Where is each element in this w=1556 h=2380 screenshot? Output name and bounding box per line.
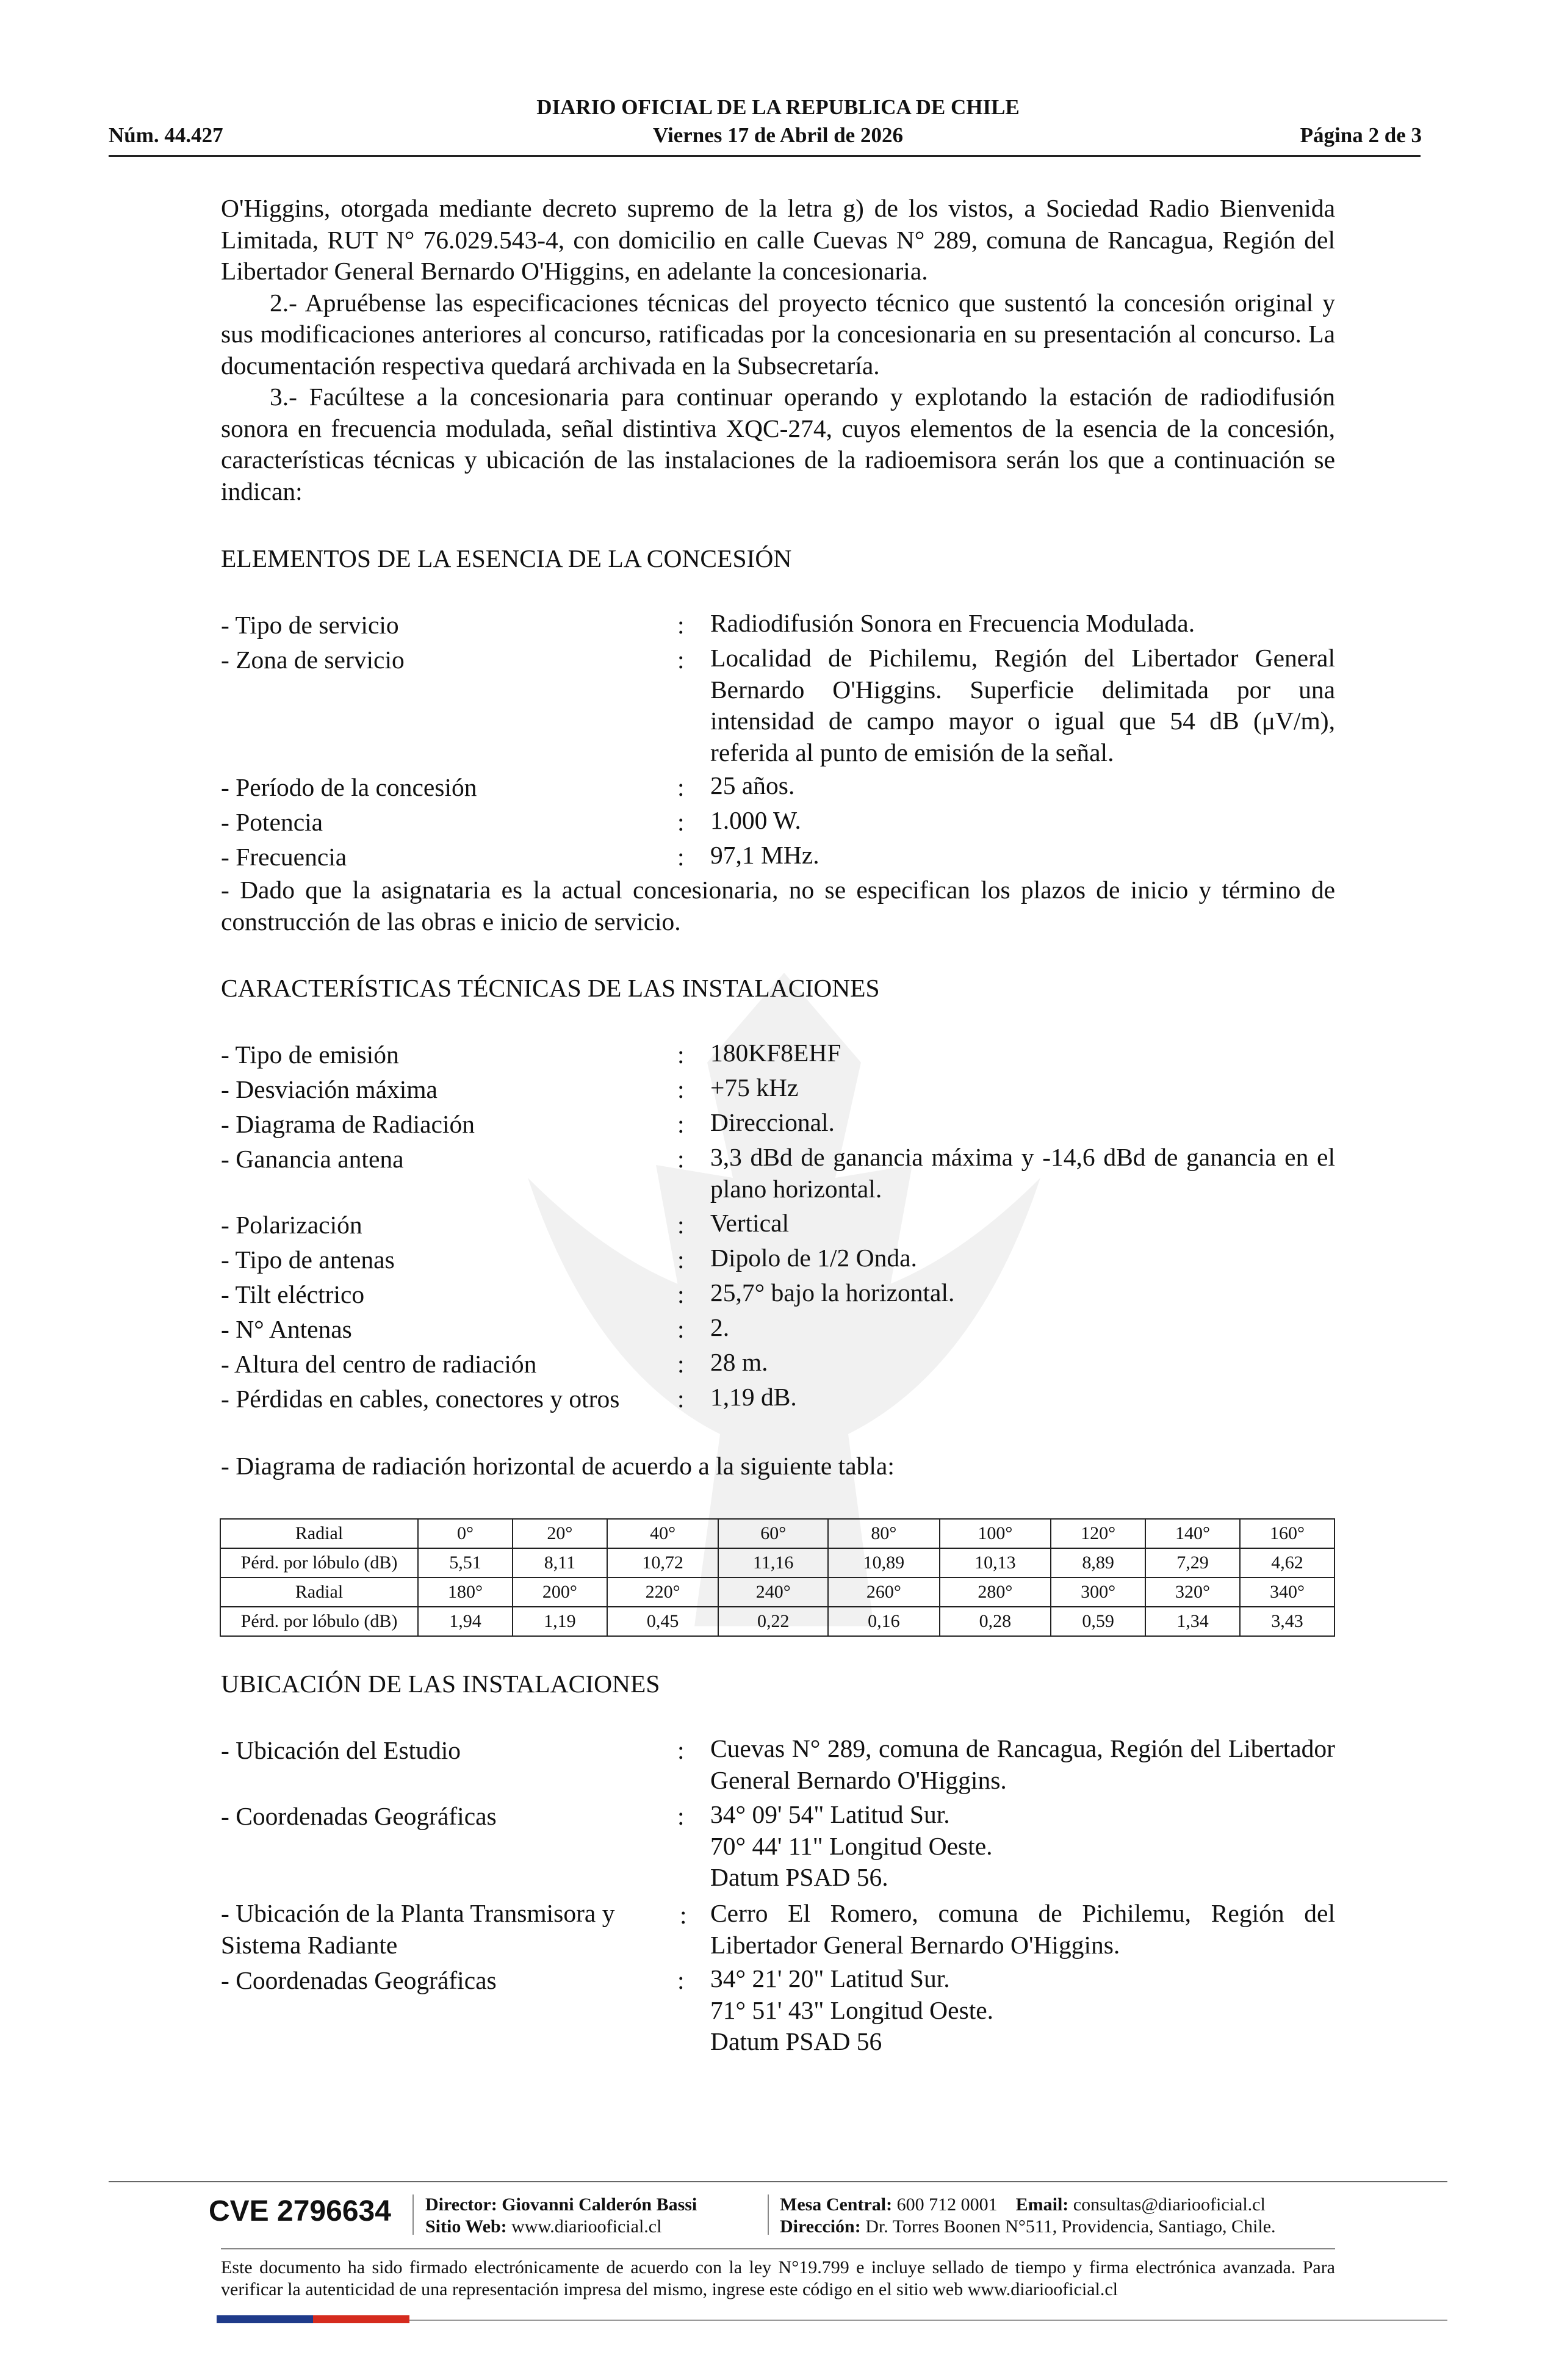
section-title-essence: ELEMENTOS DE LA ESENCIA DE LA CONCESIÓN xyxy=(221,544,792,572)
spec-value: Cerro El Romero, comuna de Pichilemu, Región del Libertador General Bernardo O'Higgins. xyxy=(710,1899,1335,1959)
latitude: 34° 09' 54" Latitud Sur. xyxy=(710,1800,950,1828)
spec-value: +75 kHz xyxy=(710,1073,799,1102)
table-cell: Radial xyxy=(220,1578,418,1607)
spec-value: Radiodifusión Sonora en Frecuencia Modulada. xyxy=(710,609,1195,637)
spec-label: - Tipo de servicio xyxy=(221,611,399,639)
footer-divider-2 xyxy=(221,2248,1335,2249)
table-cell: 7,29 xyxy=(1145,1548,1240,1578)
flag-stripe-blue xyxy=(217,2315,313,2323)
flag-stripe-red xyxy=(313,2315,409,2323)
table-cell: 80° xyxy=(828,1519,940,1548)
address-value: Dr. Torres Boonen N°511, Providencia, Santiago, Chile. xyxy=(865,2216,1276,2237)
spec-label: - Frecuencia xyxy=(221,843,347,871)
table-row xyxy=(220,1519,1334,1548)
spec-label: - Coordenadas Geográficas xyxy=(221,1966,497,1994)
table-cell: 0,16 xyxy=(828,1607,940,1636)
table-cell: 180° xyxy=(418,1578,513,1607)
spec-value: 1,19 dB. xyxy=(710,1383,797,1411)
spec-label: - Desviación máxima xyxy=(221,1075,438,1103)
longitude: 70° 44' 11" Longitud Oeste. xyxy=(710,1831,993,1860)
table-cell: 0,28 xyxy=(940,1607,1051,1636)
spec-value: 2. xyxy=(710,1313,730,1341)
intro-text xyxy=(221,193,1335,507)
table-cell: 220° xyxy=(607,1578,719,1607)
table-cell: 0,45 xyxy=(607,1607,719,1636)
spec-value: Vertical xyxy=(710,1209,790,1237)
table-cell: 280° xyxy=(940,1578,1051,1607)
plant-label-line-2: Sistema Radiante xyxy=(221,1930,398,1959)
spec-label: - Potencia xyxy=(221,808,323,836)
spec-label: - N° Antenas xyxy=(221,1315,352,1343)
table-cell: 40° xyxy=(607,1519,719,1548)
table-cell: 120° xyxy=(1051,1519,1145,1548)
diagram-intro: - Diagrama de radiación horizontal de acuerdo a la siguiente tabla: xyxy=(221,1452,895,1480)
table-cell: Pérd. por lóbulo (dB) xyxy=(220,1548,418,1578)
spec-label xyxy=(221,1898,614,1961)
director-name: Giovanni Calderón Bassi xyxy=(502,2194,697,2215)
datum: Datum PSAD 56 xyxy=(710,2027,882,2055)
coordinates-value xyxy=(710,1963,1335,2058)
datum: Datum PSAD 56. xyxy=(710,1863,888,1891)
longitude: 71° 51' 43" Longitud Oeste. xyxy=(710,1996,994,2024)
footer-director-block xyxy=(425,2194,697,2238)
latitude: 34° 21' 20" Latitud Sur. xyxy=(710,1964,950,1992)
table-cell: 60° xyxy=(718,1519,828,1548)
spec-label: - Tipo de antenas xyxy=(221,1246,395,1274)
section-title-location: UBICACIÓN DE LAS INSTALACIONES xyxy=(221,1670,660,1698)
table-cell: 140° xyxy=(1145,1519,1240,1548)
section-title-technical: CARACTERÍSTICAS TÉCNICAS DE LAS INSTALACIONES xyxy=(221,974,880,1002)
table-cell: 5,51 xyxy=(418,1548,513,1578)
flag-stripe-line xyxy=(409,2320,1447,2321)
spec-label: - Polarización xyxy=(221,1211,362,1239)
spec-label: - Ubicación del Estudio xyxy=(221,1736,461,1764)
table-row xyxy=(220,1578,1334,1607)
table-cell: 10,72 xyxy=(607,1548,719,1578)
director-label: Director: xyxy=(425,2194,497,2215)
email-label: Email: xyxy=(1015,2194,1069,2215)
phone-number: 600 712 0001 xyxy=(896,2194,998,2215)
site-link[interactable]: www.diariooficial.cl xyxy=(511,2216,662,2237)
table-cell: 160° xyxy=(1240,1519,1334,1548)
table-cell: 260° xyxy=(828,1578,940,1607)
table-cell: 1,94 xyxy=(418,1607,513,1636)
table-cell: Pérd. por lóbulo (dB) xyxy=(220,1607,418,1636)
spec-value: Direccional. xyxy=(710,1108,835,1136)
cve-code: CVE 2796634 xyxy=(209,2195,391,2227)
spec-label: - Período de la concesión xyxy=(221,773,477,801)
spec-label: - Zona de servicio xyxy=(221,646,405,674)
table-cell: 20° xyxy=(513,1519,607,1548)
issue-number: Núm. 44.427 xyxy=(109,123,223,147)
spec-value: Dipolo de 1/2 Onda. xyxy=(710,1244,917,1272)
spec-value: 180KF8EHF xyxy=(710,1039,841,1067)
spec-value: 25,7° bajo la horizontal. xyxy=(710,1278,955,1307)
table-cell: 300° xyxy=(1051,1578,1145,1607)
spec-label: - Coordenadas Geográficas xyxy=(221,1802,497,1830)
table-cell: 240° xyxy=(718,1578,828,1607)
spec-label: - Altura del centro de radiación xyxy=(221,1350,537,1378)
page-indicator: Página 2 de 3 xyxy=(1300,123,1422,147)
spec-value: 3,3 dBd de ganancia máxima y -14,6 dBd de ganancia en el plano horizontal. xyxy=(710,1143,1335,1203)
issue-date: Viernes 17 de Abril de 2026 xyxy=(653,123,903,147)
address-label: Dirección: xyxy=(780,2216,861,2237)
paragraph-2: 2.- Apruébense las especificaciones técnicas del proyecto técnico que sustentó la concesión original y sus modificaciones anteriores al concurso, ratificadas por la concesionaria en su presentación al concurso. La documentación respectiva quedará archivada en la Subsecretaría. xyxy=(221,288,1335,380)
plant-label-line-1: - Ubicación de la Planta Transmisora y xyxy=(221,1899,615,1927)
table-cell: 3,43 xyxy=(1240,1607,1334,1636)
table-cell: 0,22 xyxy=(718,1607,828,1636)
coordinates-value xyxy=(710,1799,1335,1894)
spec-value: 97,1 MHz. xyxy=(710,841,819,869)
table-cell: 340° xyxy=(1240,1578,1334,1607)
table-cell: 0° xyxy=(418,1519,513,1548)
table-cell: 4,62 xyxy=(1240,1548,1334,1578)
table-row xyxy=(220,1548,1334,1578)
essence-note: - Dado que la asignataria es la actual concesionaria, no se especifican los plazos de inicio y término de construcción de las obras e inicio de servicio. xyxy=(221,876,1335,936)
site-label: Sitio Web: xyxy=(425,2216,507,2237)
spec-value: Localidad de Pichilemu, Región del Libertador General Bernardo O'Higgins. Superficie delimitada por una intensidad de campo mayor o igual que 54 dB (μV/m), referida al punto de emisión de la señal. xyxy=(710,644,1335,766)
table-cell: 10,13 xyxy=(940,1548,1051,1578)
paragraph-3: 3.- Facúltese a la concesionaria para continuar operando y explotando la estación de radiodifusión sonora en frecuencia modulada, señal distintiva XQC-274, cuyos elementos de la esencia de la concesión, características técnicas y ubicación de las instalaciones de la radioemisora serán los que a continuación se indican: xyxy=(221,383,1335,505)
table-cell: 100° xyxy=(940,1519,1051,1548)
spec-label: - Pérdidas en cables, conectores y otros xyxy=(221,1385,620,1413)
footer-separator xyxy=(768,2194,769,2235)
publication-title: DIARIO OFICIAL DE LA REPUBLICA DE CHILE xyxy=(536,95,1020,119)
spec-value: 28 m. xyxy=(710,1348,768,1376)
table-cell: 10,89 xyxy=(828,1548,940,1578)
table-cell: 11,16 xyxy=(718,1548,828,1578)
table-cell: 320° xyxy=(1145,1578,1240,1607)
table-cell: Radial xyxy=(220,1519,418,1548)
spec-label: - Tipo de emisión xyxy=(221,1040,399,1069)
table-cell: 8,89 xyxy=(1051,1548,1145,1578)
table-cell: 0,59 xyxy=(1051,1607,1145,1636)
spec-label: - Ganancia antena xyxy=(221,1145,404,1173)
spec-label: - Tilt eléctrico xyxy=(221,1280,365,1308)
footer-contact-block xyxy=(780,2194,1276,2238)
signature-disclaimer: Este documento ha sido firmado electrónicamente de acuerdo con la ley N°19.799 e incluye sellado de tiempo y firma electrónica avanzada. Para verificar la autenticidad de una representación impresa del mismo, ingrese este código en el sitio web www.diariooficial.cl xyxy=(221,2257,1335,2299)
spec-label: - Diagrama de Radiación xyxy=(221,1110,475,1138)
spec-value: Cuevas N° 289, comuna de Rancagua, Región del Libertador General Bernardo O'Higgins. xyxy=(710,1734,1335,1794)
table-row xyxy=(220,1607,1334,1636)
table-cell: 8,11 xyxy=(513,1548,607,1578)
paragraph-1: O'Higgins, otorgada mediante decreto supremo de la letra g) de los vistos, a Sociedad Radio Bienvenida Limitada, RUT N° 76.029.543-4, con domicilio en calle Cuevas N° 289, comuna de Rancagua, Región del Libertador General Bernardo O'Higgins, en adelante la concesionaria. xyxy=(221,194,1335,285)
table-cell: 1,34 xyxy=(1145,1607,1240,1636)
phone-label: Mesa Central: xyxy=(780,2194,893,2215)
footer-divider xyxy=(109,2181,1447,2182)
spec-value: 25 años. xyxy=(710,771,795,799)
table-cell: 200° xyxy=(513,1578,607,1607)
email-link[interactable]: consultas@diariooficial.cl xyxy=(1073,2194,1266,2215)
radiation-table xyxy=(220,1518,1335,1637)
header-divider xyxy=(109,155,1421,157)
table-cell: 1,19 xyxy=(513,1607,607,1636)
footer-separator xyxy=(412,2194,414,2235)
spec-value: 1.000 W. xyxy=(710,806,801,834)
